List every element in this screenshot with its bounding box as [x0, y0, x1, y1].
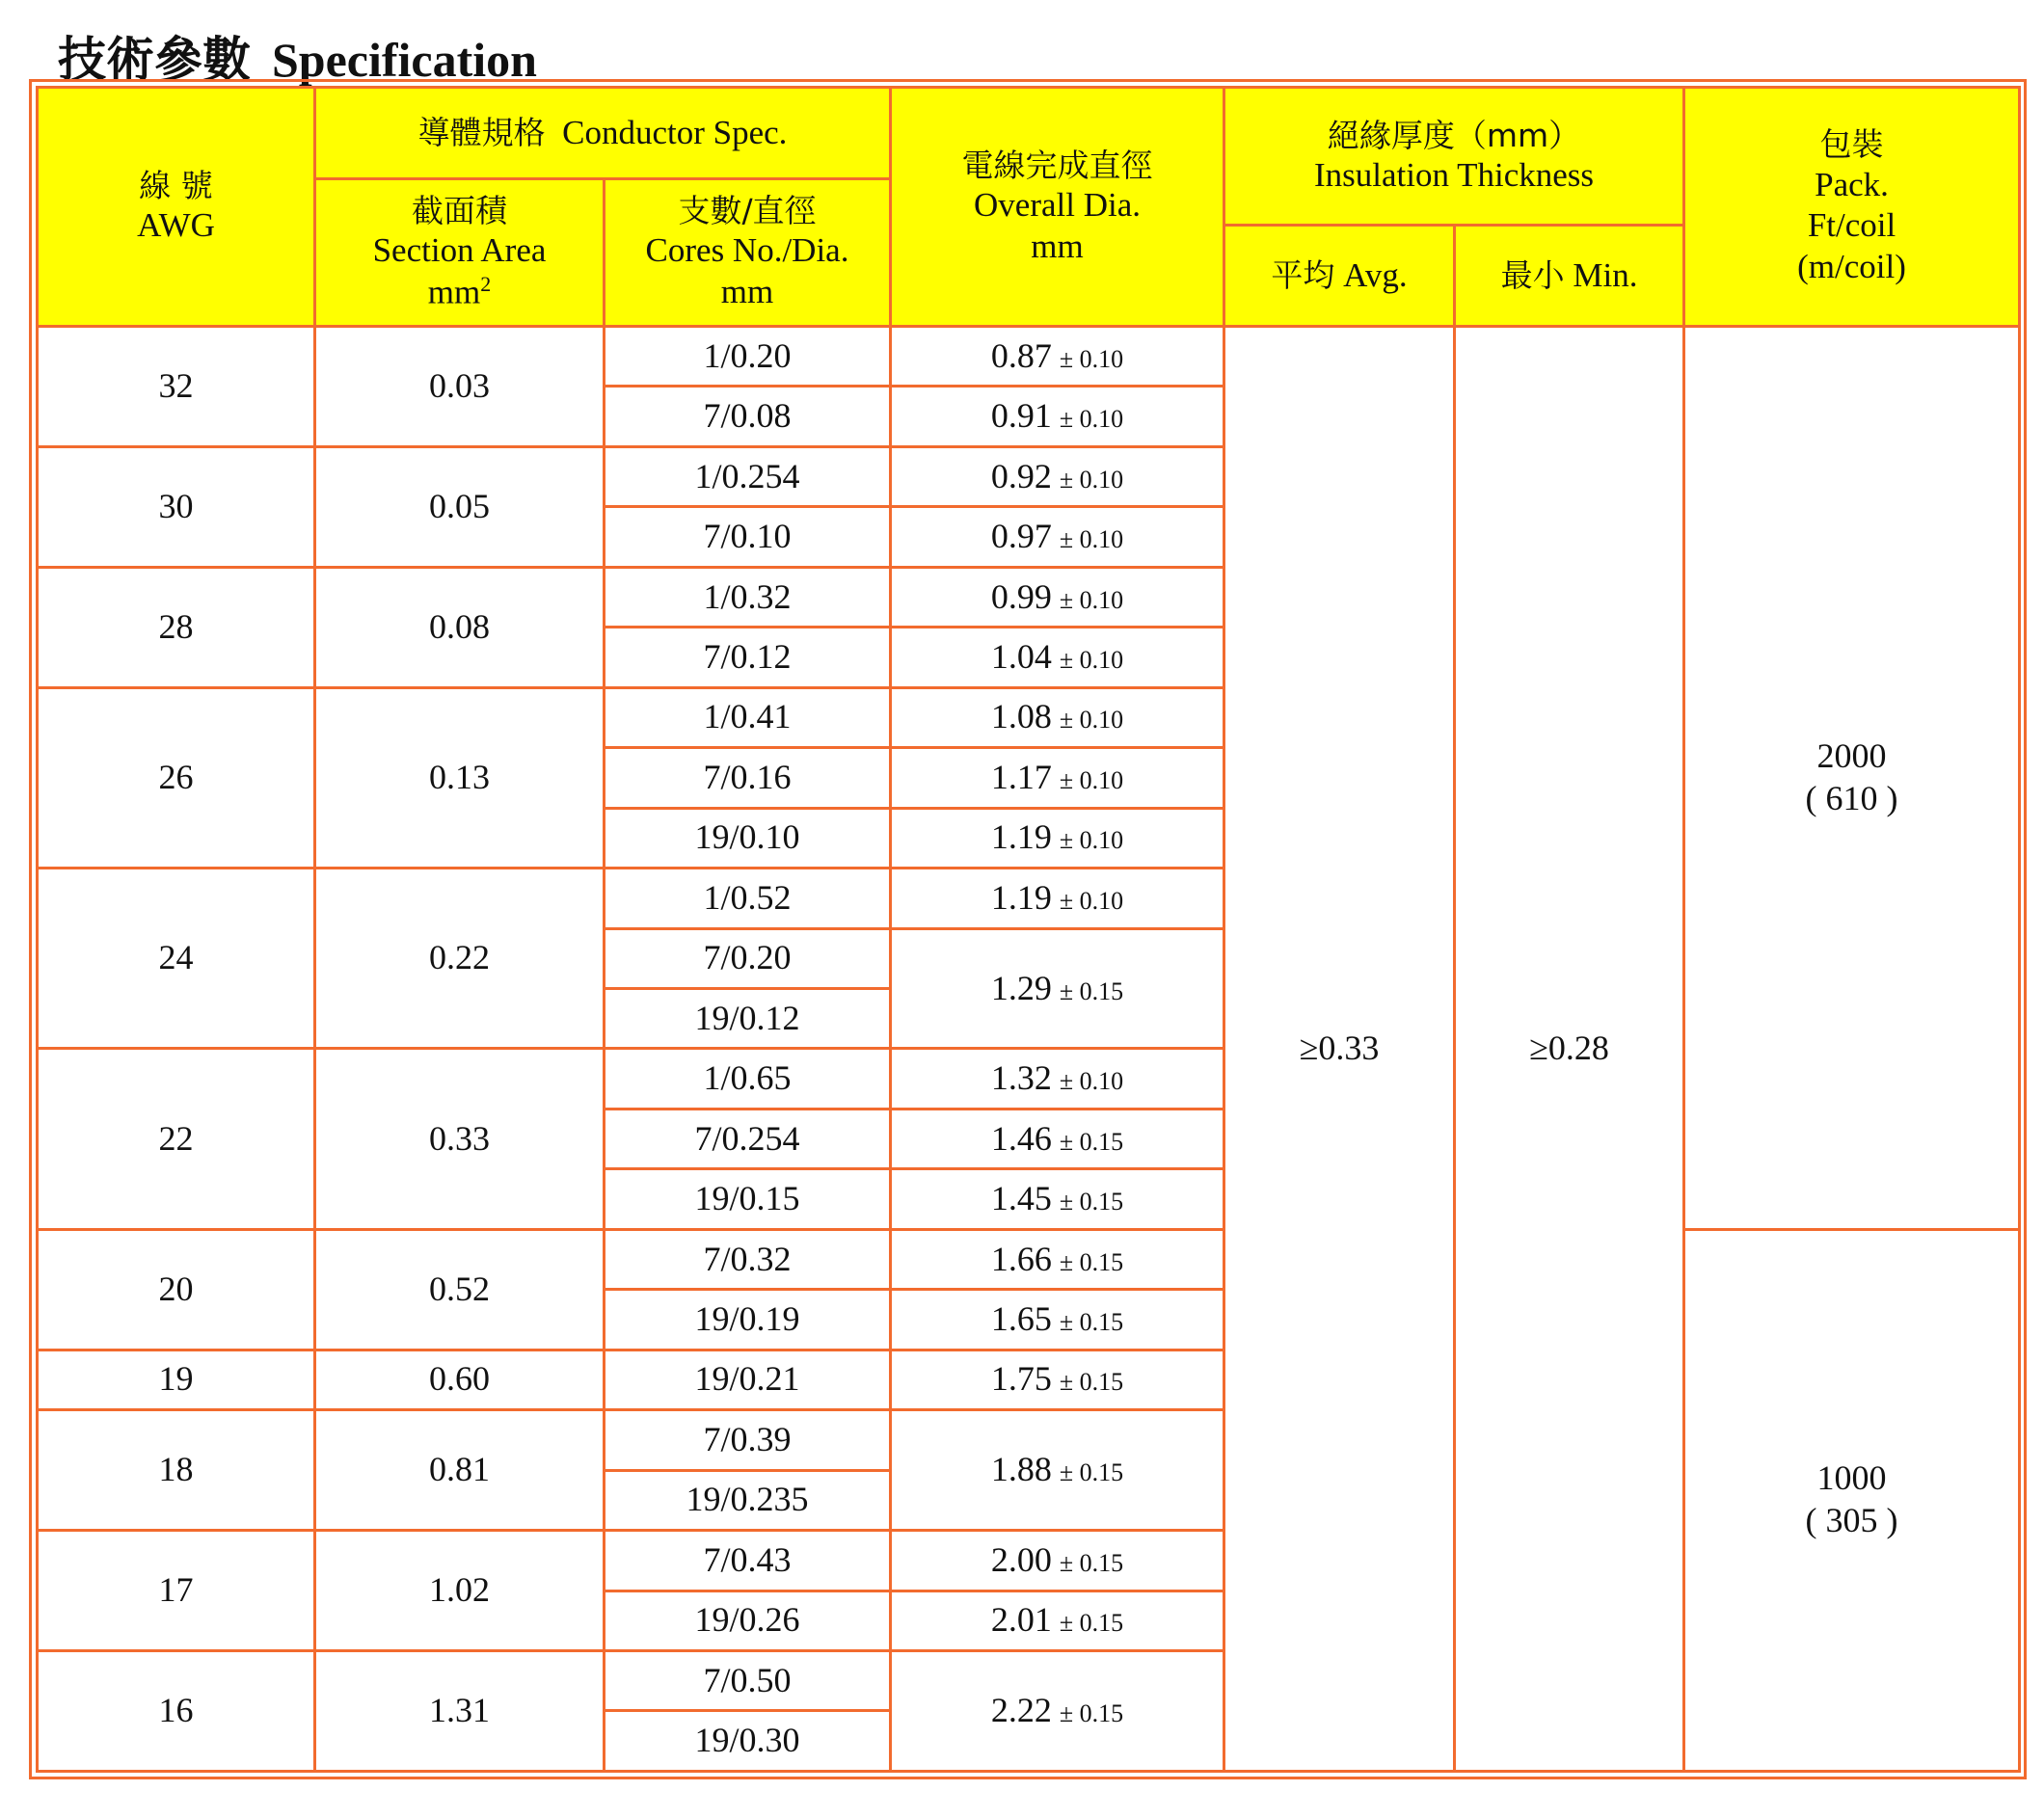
cell-cores: 1/0.20 — [605, 327, 891, 387]
title-zh: 技術參數 — [58, 31, 251, 88]
cell-section-area: 0.05 — [315, 446, 605, 567]
cell-pack — [1684, 1229, 2020, 1771]
header-overall-en: Overall Dia. — [974, 185, 1141, 224]
dia-tolerance: ± 0.15 — [1059, 1188, 1124, 1216]
header-awg-en: AWG — [137, 206, 215, 245]
dia-tolerance: ± 0.15 — [1059, 976, 1124, 1005]
header-avg-zh: 平均 — [1271, 255, 1335, 294]
cell-cores: 19/0.30 — [605, 1711, 891, 1772]
cell-overall-dia — [891, 1591, 1224, 1650]
dia-value: 2.22 — [990, 1691, 1052, 1730]
header-cores-en: Cores No./Dia. — [645, 231, 849, 270]
header-cores-unit: mm — [720, 273, 774, 311]
header-awg-zh: 線 號 — [139, 167, 213, 205]
dia-tolerance: ± 0.15 — [1059, 1609, 1124, 1638]
header-cores-zh: 支數/直徑 — [678, 192, 817, 230]
dia-tolerance: ± 0.10 — [1059, 344, 1124, 373]
cell-overall-dia — [891, 1169, 1224, 1229]
pack-m: ( 305 ) — [1805, 1501, 1898, 1540]
cell-overall-dia — [891, 327, 1224, 387]
dia-value: 2.01 — [990, 1600, 1052, 1640]
header-overall-zh: 電線完成直徑 — [961, 146, 1153, 184]
cell-overall-dia — [891, 1049, 1224, 1109]
dia-tolerance: ± 0.15 — [1059, 1699, 1124, 1728]
cell-overall-dia — [891, 1109, 1224, 1168]
dia-tolerance: ± 0.10 — [1059, 765, 1124, 794]
cell-cores: 7/0.12 — [605, 628, 891, 687]
dia-value: 1.45 — [990, 1179, 1052, 1218]
cell-overall-dia — [891, 869, 1224, 928]
dia-value: 1.29 — [990, 968, 1052, 1007]
cell-cores: 19/0.12 — [605, 988, 891, 1048]
header-pack-en: Pack. — [1815, 165, 1889, 203]
dia-value: 1.88 — [990, 1450, 1052, 1489]
header-pack — [1684, 88, 2020, 327]
header-conductor-en: Conductor Spec. — [562, 113, 788, 151]
cell-section-area: 0.81 — [315, 1410, 605, 1531]
dia-tolerance: ± 0.10 — [1059, 886, 1124, 915]
cell-overall-dia — [891, 1410, 1224, 1531]
cell-awg: 32 — [38, 327, 315, 447]
cell-awg: 19 — [38, 1350, 315, 1409]
cell-section-area: 0.52 — [315, 1229, 605, 1350]
cell-cores: 7/0.254 — [605, 1109, 891, 1168]
dia-value: 1.46 — [990, 1118, 1052, 1158]
cell-cores: 19/0.21 — [605, 1350, 891, 1409]
header-overall — [891, 88, 1224, 327]
cell-overall-dia — [891, 928, 1224, 1049]
header-avg — [1224, 226, 1455, 327]
cell-overall-dia — [891, 1229, 1224, 1289]
cell-insulation-min: ≥0.28 — [1455, 327, 1684, 1772]
dia-tolerance: ± 0.10 — [1059, 465, 1124, 494]
header-section-en: Section Area — [372, 231, 547, 270]
dia-value: 1.04 — [990, 637, 1052, 677]
dia-value: 1.19 — [990, 817, 1052, 857]
spec-table — [36, 86, 2021, 1773]
dia-tolerance: ± 0.10 — [1059, 1067, 1124, 1096]
header-section — [315, 179, 605, 327]
cell-cores: 19/0.26 — [605, 1591, 891, 1650]
cell-overall-dia — [891, 446, 1224, 506]
cell-awg: 26 — [38, 687, 315, 868]
cell-overall-dia — [891, 1350, 1224, 1409]
dia-tolerance: ± 0.10 — [1059, 525, 1124, 554]
cell-overall-dia — [891, 687, 1224, 747]
cell-overall-dia — [891, 387, 1224, 446]
cell-cores: 19/0.10 — [605, 808, 891, 868]
cell-cores: 19/0.235 — [605, 1470, 891, 1530]
cell-insulation-avg: ≥0.33 — [1224, 327, 1455, 1772]
dia-tolerance: ± 0.15 — [1059, 1368, 1124, 1397]
cell-overall-dia — [891, 1650, 1224, 1771]
dia-value: 0.99 — [990, 576, 1052, 616]
cell-section-area: 0.03 — [315, 327, 605, 447]
dia-tolerance: ± 0.15 — [1059, 1458, 1124, 1487]
cell-awg: 22 — [38, 1049, 315, 1229]
header-conductor — [315, 88, 891, 179]
cell-overall-dia — [891, 567, 1224, 627]
dia-tolerance: ± 0.15 — [1059, 1247, 1124, 1276]
dia-tolerance: ± 0.10 — [1059, 706, 1124, 735]
dia-tolerance: ± 0.15 — [1059, 1127, 1124, 1156]
cell-cores: 1/0.41 — [605, 687, 891, 747]
header-pack-zh: 包裝 — [1819, 125, 1884, 164]
header-insulation — [1224, 88, 1684, 226]
cell-awg: 16 — [38, 1650, 315, 1771]
dia-value: 0.97 — [990, 517, 1052, 556]
cell-section-area: 0.22 — [315, 869, 605, 1049]
dia-value: 0.92 — [990, 456, 1052, 495]
cell-overall-dia — [891, 507, 1224, 567]
dia-value: 1.75 — [990, 1359, 1052, 1399]
cell-cores: 19/0.15 — [605, 1169, 891, 1229]
cell-overall-dia — [891, 1290, 1224, 1350]
cell-cores: 7/0.16 — [605, 748, 891, 808]
cell-cores: 1/0.254 — [605, 446, 891, 506]
cell-cores: 7/0.32 — [605, 1229, 891, 1289]
cell-cores: 1/0.65 — [605, 1049, 891, 1109]
pack-m: ( 610 ) — [1805, 778, 1898, 817]
cell-section-area: 1.02 — [315, 1531, 605, 1651]
cell-section-area: 0.60 — [315, 1350, 605, 1409]
header-insulation-en: Insulation Thickness — [1314, 155, 1595, 194]
header-avg-en: Avg. — [1343, 255, 1408, 294]
spec-table-body — [38, 327, 2020, 1772]
table-row — [38, 1229, 2020, 1289]
cell-awg: 18 — [38, 1410, 315, 1531]
cell-awg: 17 — [38, 1531, 315, 1651]
cell-section-area: 0.08 — [315, 567, 605, 687]
cell-cores: 7/0.43 — [605, 1531, 891, 1591]
cell-overall-dia — [891, 748, 1224, 808]
cell-section-area: 0.13 — [315, 687, 605, 868]
cell-awg: 30 — [38, 446, 315, 567]
cell-cores: 1/0.52 — [605, 869, 891, 928]
dia-tolerance: ± 0.10 — [1059, 585, 1124, 614]
cell-overall-dia — [891, 628, 1224, 687]
cell-cores: 7/0.50 — [605, 1650, 891, 1710]
header-section-zh: 截面積 — [412, 191, 507, 229]
dia-value: 1.32 — [990, 1058, 1052, 1098]
dia-value: 1.65 — [990, 1299, 1052, 1339]
dia-value: 0.91 — [990, 396, 1052, 436]
section-unit-sup: 2 — [480, 271, 492, 296]
header-pack-unit1: Ft/coil — [1807, 206, 1896, 245]
cell-overall-dia — [891, 808, 1224, 868]
cell-cores: 19/0.19 — [605, 1290, 891, 1350]
cell-pack — [1684, 327, 2020, 1230]
cell-section-area: 0.33 — [315, 1049, 605, 1229]
dia-tolerance: ± 0.15 — [1059, 1308, 1124, 1337]
dia-value: 1.19 — [990, 877, 1052, 917]
header-overall-unit: mm — [1031, 227, 1084, 265]
header-conductor-zh: 導體規格 — [417, 113, 546, 151]
table-row — [38, 327, 2020, 387]
pack-ft: 2000 — [1816, 735, 1887, 775]
dia-tolerance: ± 0.10 — [1059, 826, 1124, 855]
dia-tolerance: ± 0.10 — [1059, 646, 1124, 675]
spec-table-frame — [29, 79, 2027, 1779]
header-pack-unit2: (m/coil) — [1797, 247, 1906, 285]
cell-section-area: 1.31 — [315, 1650, 605, 1771]
dia-value: 0.87 — [990, 335, 1052, 375]
cell-awg: 24 — [38, 869, 315, 1049]
header-min — [1455, 226, 1684, 327]
dia-value: 1.17 — [990, 757, 1052, 796]
section-unit-base: mm — [427, 273, 481, 311]
dia-tolerance: ± 0.10 — [1059, 405, 1124, 434]
header-awg — [38, 88, 315, 327]
pack-ft: 1000 — [1816, 1458, 1887, 1498]
dia-value: 1.08 — [990, 697, 1052, 736]
header-insulation-zh: 絕緣厚度（mm） — [1327, 116, 1581, 154]
cell-cores: 7/0.08 — [605, 387, 891, 446]
header-min-en: Min. — [1573, 255, 1638, 294]
cell-awg: 28 — [38, 567, 315, 687]
cell-cores: 7/0.39 — [605, 1410, 891, 1470]
cell-cores: 7/0.10 — [605, 507, 891, 567]
header-section-unit — [316, 272, 603, 313]
cell-awg: 20 — [38, 1229, 315, 1350]
cell-overall-dia — [891, 1531, 1224, 1591]
header-min-zh: 最小 — [1500, 255, 1565, 294]
title-en: Specification — [272, 33, 537, 87]
cell-cores: 1/0.32 — [605, 567, 891, 627]
dia-value: 2.00 — [990, 1539, 1052, 1579]
dia-tolerance: ± 0.15 — [1059, 1548, 1124, 1577]
dia-value: 1.66 — [990, 1239, 1052, 1278]
cell-cores: 7/0.20 — [605, 928, 891, 988]
header-cores — [605, 179, 891, 327]
